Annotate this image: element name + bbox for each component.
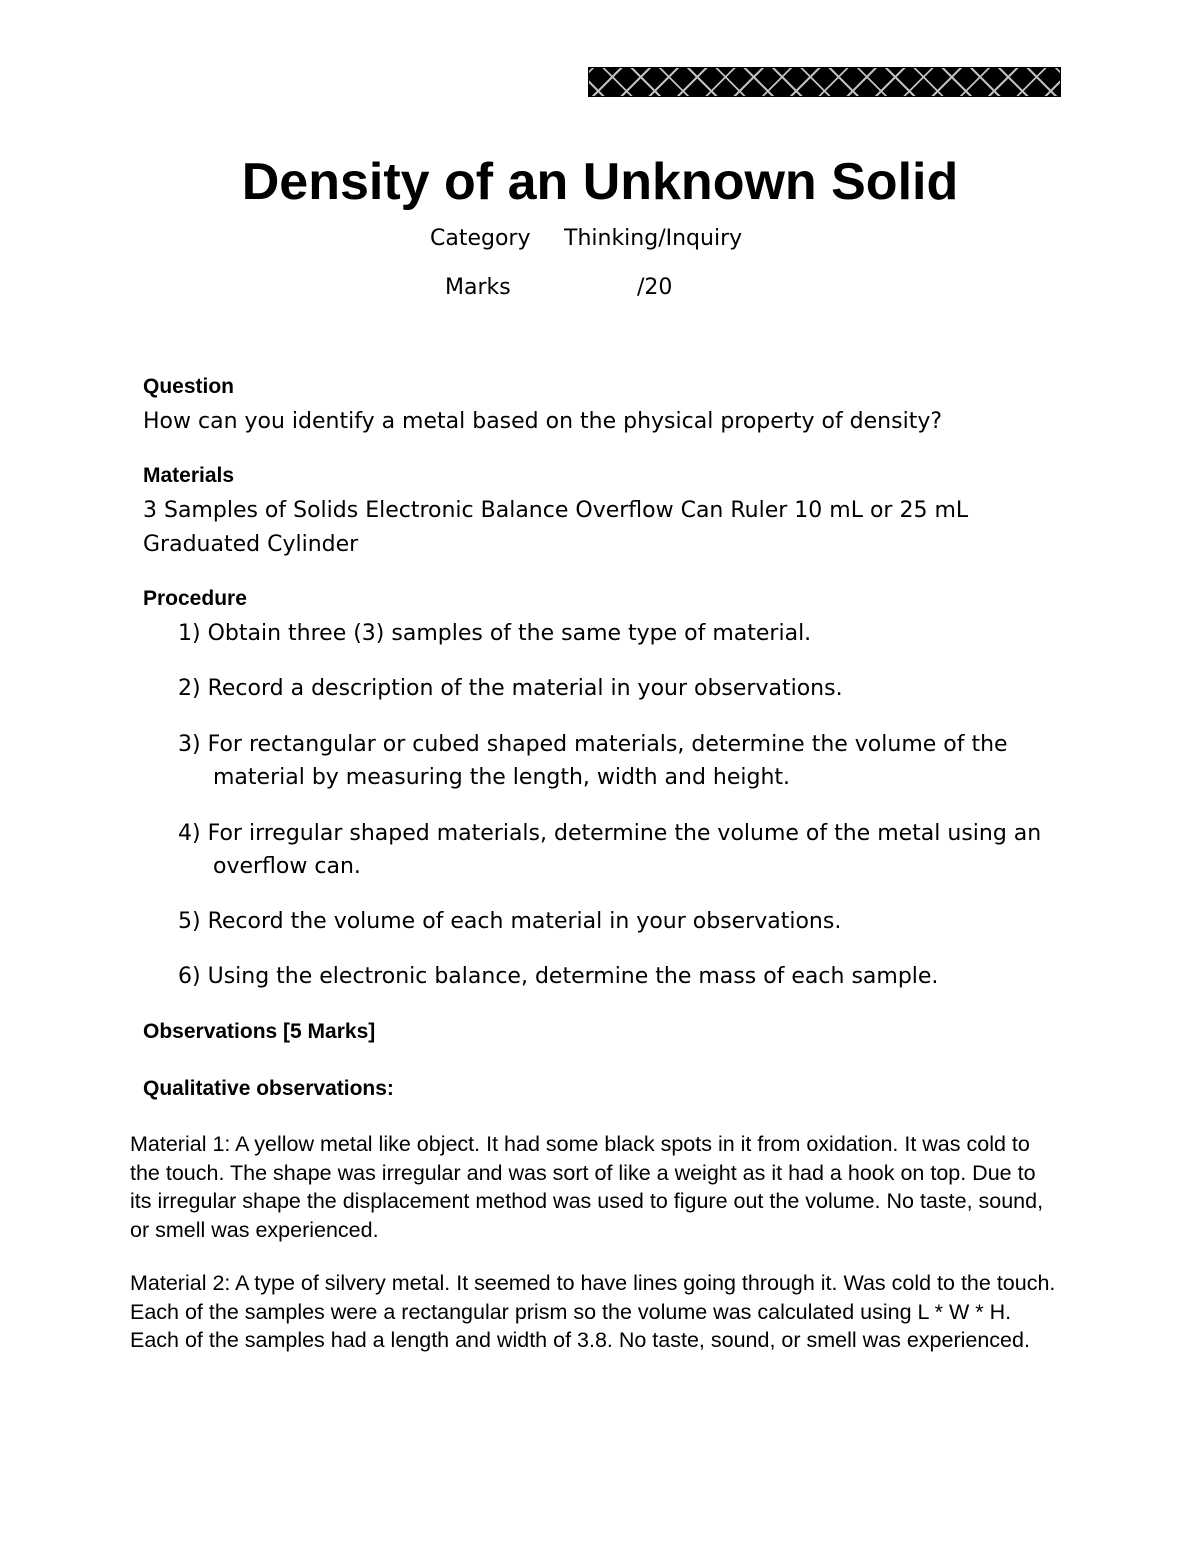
procedure-step-2	[178, 672, 1058, 705]
question-text: How can you identify a metal based on the physical property of density?	[143, 409, 943, 434]
step-number: 2)	[178, 676, 201, 701]
procedure-step-5	[178, 905, 1058, 938]
observations-heading: Observations [5 Marks]	[143, 1020, 376, 1043]
procedure-step-6	[178, 960, 1058, 993]
category-value: Thinking/Inquiry	[564, 226, 743, 251]
question-heading: Question	[143, 375, 235, 398]
step-number: 5)	[178, 909, 201, 934]
step-text-continued: overflow can.	[213, 854, 361, 879]
marks-label: Marks	[445, 275, 511, 300]
step-text: Record a description of the material in your observations.	[207, 676, 843, 701]
procedure-heading: Procedure	[143, 587, 247, 610]
category-label: Category	[430, 226, 531, 251]
material-1-observation: Material 1: A yellow metal like object. It had some black spots in it from oxidation. It was cold to the touch. The shape was irregular and was sort of like a weight as it had a hook on top. Due to its irregular shape the displacement method was used to figure out the volume. No taste, sound, or smell was experienced.	[130, 1132, 1044, 1242]
materials-heading: Materials	[143, 464, 235, 487]
step-number: 1)	[178, 621, 201, 646]
procedure-step-1	[178, 617, 1058, 650]
step-text: Record the volume of each material in your observations.	[207, 909, 842, 934]
materials-line-1: 3 Samples of Solids Electronic Balance Overflow Can Ruler 10 mL or 25 mL	[143, 498, 969, 523]
procedure-step-3	[178, 728, 1058, 794]
step-number: 4)	[178, 821, 201, 846]
material-2-observation: Material 2: A type of silvery metal. It seemed to have lines going through it. Was cold to the touch. Each of the samples were a rectangular prism so the volume was calculated using L * W * H. Each of the samples had a length and width of 3.8. No taste, sound, or smell was experienced.	[130, 1271, 1056, 1352]
step-number: 6)	[178, 964, 201, 989]
step-number: 3)	[178, 732, 201, 757]
materials-line-2: Graduated Cylinder	[143, 532, 359, 557]
decorative-banner	[588, 67, 1061, 97]
qualitative-heading: Qualitative observations:	[143, 1077, 394, 1100]
step-text: For irregular shaped materials, determine the volume of the metal using an	[207, 821, 1042, 846]
page-title: Density of an Unknown Solid	[241, 153, 959, 211]
step-text-continued: material by measuring the length, width and height.	[213, 765, 791, 790]
procedure-step-4	[178, 817, 1058, 883]
step-text: For rectangular or cubed shaped materials, determine the volume of the	[207, 732, 1008, 757]
marks-value: /20	[637, 275, 673, 300]
step-text: Obtain three (3) samples of the same type of material.	[207, 621, 812, 646]
step-text: Using the electronic balance, determine the mass of each sample.	[207, 964, 939, 989]
